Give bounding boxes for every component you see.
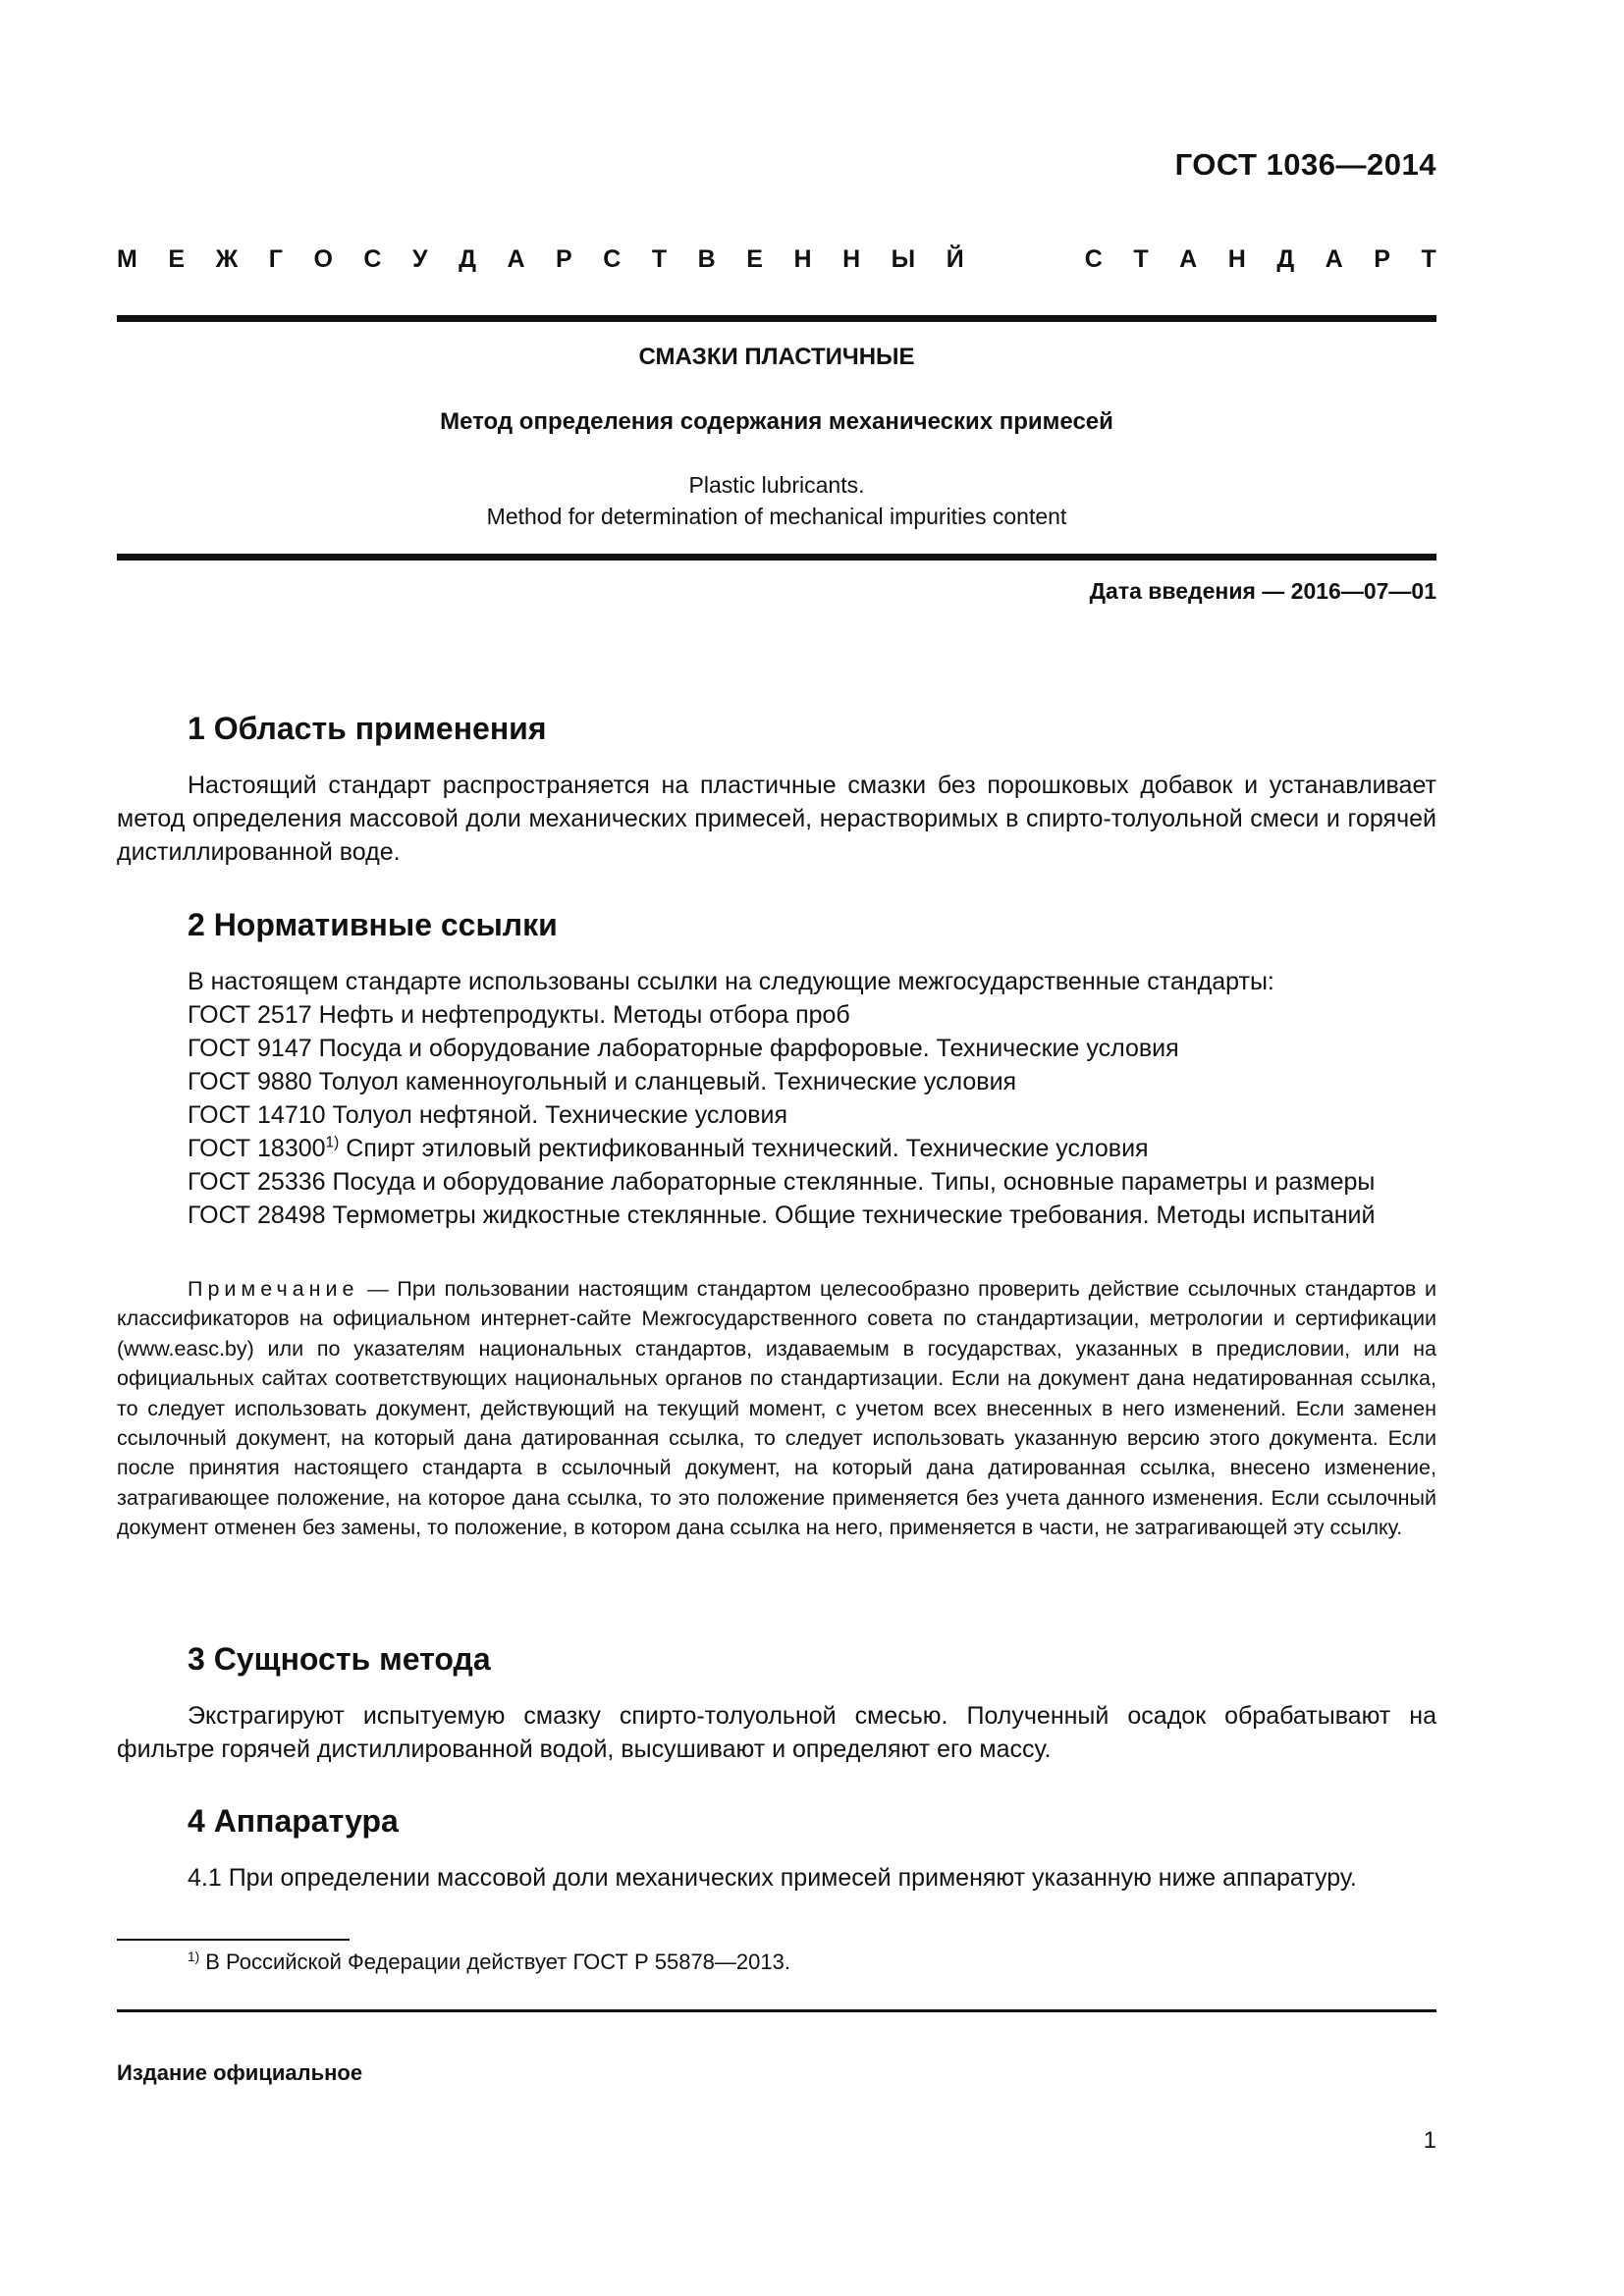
introduction-date: Дата введения — 2016—07—01 — [1089, 578, 1436, 604]
note-text: — При пользовании настоящим стандартом целесообразно проверить действие ссылочных стандартов и классификаторов на официальном интернет-сайте Межгосударственного совета по стандартизации, метрологии и сертификации (www.easc.by) или по указателям национальных стандартов, издаваемым в государствах, указанных в предисловии, или на официальных сайтах соответствующих национальных органов по стандартизации. Если на документ дана недатированная ссылка, то следует использовать документ, действующий на текущий момент, с учетом всех внесенных в него изменений. Если заменен ссылочный документ, на который дана датированная ссылка, то следует использовать указанную версию этого документа. Если после принятия настоящего стандарта в ссылочный документ, на который дана датированная ссылка, внесено изменение, затрагивающее положение, на которое дана ссылка, то это положение применяется без учета данного изменения. Если ссылочный документ отменен без замены, то положение, в котором дана ссылка на него, применяется в части, не затрагивающей эту ссылку. — [117, 1277, 1436, 1540]
kind-letter: О — [313, 245, 333, 273]
kind-letter: Й — [946, 245, 964, 273]
kind-letter: Г — [268, 245, 283, 273]
kind-letter: Н — [842, 245, 861, 273]
document-subtitle: Метод определения содержания механических примесей — [440, 408, 1113, 435]
kind-letter: Ы — [891, 245, 916, 273]
reference-title: Спирт этиловый ректификованный технический. Технические условия — [339, 1135, 1149, 1162]
reference-item — [188, 1132, 1436, 1165]
footnote-text: В Российской Федерации действует ГОСТ Р 55878—2013. — [199, 1949, 790, 1974]
section-paragraph: Настоящий стандарт распространяется на пластичные смазки без порошковых добавок и устанавливает метод определения массовой доли механических примесей, нерастворимых в спирто-толуольной смеси и горячей дистиллированной воде. — [117, 772, 1436, 866]
kind-letter: Е — [746, 245, 763, 273]
note-label: Примечание — [188, 1277, 359, 1301]
reference-item: ГОСТ 28498 Термометры жидкостные стеклянные. Общие технические требования. Методы испытаний — [188, 1201, 1376, 1229]
kind-letter: Т — [651, 245, 668, 273]
section-heading: 3 Сущность метода — [188, 1641, 491, 1677]
reference-item: ГОСТ 9147 Посуда и оборудование лабораторные фарфоровые. Технические условия — [188, 1035, 1179, 1062]
kind-letter: М — [117, 245, 137, 273]
footnote-marker: 1) — [188, 1949, 200, 1964]
footer-divider — [117, 2009, 1436, 2012]
kind-letter: Р — [1374, 245, 1390, 273]
kind-letter: Д — [1276, 245, 1295, 273]
section-heading: 4 Аппаратура — [188, 1803, 399, 1839]
reference-item: ГОСТ 9880 Толуол каменноугольный и сланцевый. Технические условия — [188, 1068, 1017, 1095]
reference-item: ГОСТ 25336 Посуда и оборудование лабораторные стеклянные. Типы, основные параметры и размеры — [188, 1168, 1376, 1196]
kind-letter: Т — [1421, 245, 1436, 273]
section-paragraph: 4.1 При определении массовой доли механических примесей применяют указанную ниже аппаратуру. — [188, 1864, 1357, 1892]
kind-letter: А — [1325, 245, 1343, 273]
reference-item: ГОСТ 14710 Толуол нефтяной. Технические условия — [188, 1101, 788, 1129]
word-gap — [995, 245, 1054, 274]
english-title-line: Method for determination of mechanical impurities content — [486, 504, 1067, 529]
kind-letter: С — [363, 245, 382, 273]
reference-item: ГОСТ 2517 Нефть и нефтепродукты. Методы отбора проб — [188, 1001, 850, 1029]
kind-letter: Р — [556, 245, 572, 273]
kind-letter: С — [603, 245, 622, 273]
kind-letter: У — [412, 245, 428, 273]
document-number: ГОСТ 1036—2014 — [1174, 147, 1436, 182]
kind-letter: С — [1084, 245, 1103, 273]
section-heading: 2 Нормативные ссылки — [188, 907, 558, 942]
kind-letter: Т — [1133, 245, 1149, 273]
kind-letter: А — [1179, 245, 1198, 273]
edition-label: Издание официальное — [117, 2060, 363, 2085]
kind-letter: Ж — [215, 245, 239, 273]
section-paragraph: Экстрагируют испытуемую смазку спирто-толуольной смесью. Полученный осадок обрабатывают на фильтре горячей дистиллированной водой, высушивают и определяют его массу. — [117, 1702, 1436, 1763]
kind-letter: В — [697, 245, 716, 273]
kind-letter: Н — [793, 245, 812, 273]
kind-letter: Д — [459, 245, 476, 273]
references-intro: В настоящем стандарте использованы ссылки на следующие межгосударственные стандарты: — [188, 968, 1274, 995]
standard-kind-heading — [117, 245, 1436, 274]
section-heading: 1 Область применения — [188, 711, 547, 746]
title-divider — [117, 554, 1436, 561]
reference-code: ГОСТ 18300 — [188, 1135, 326, 1162]
footnote-marker: 1) — [325, 1134, 340, 1151]
kind-letter: Е — [168, 245, 186, 273]
note-paragraph — [117, 1274, 1436, 1543]
kind-letter: А — [507, 245, 525, 273]
kind-letter: Н — [1227, 245, 1246, 273]
document-title: СМАЗКИ ПЛАСТИЧНЫЕ — [638, 344, 915, 370]
top-divider — [117, 315, 1436, 322]
english-title — [117, 469, 1436, 532]
footnote — [188, 1949, 790, 1975]
footnote-divider — [117, 1939, 350, 1941]
english-title-line: Plastic lubricants. — [688, 472, 865, 498]
page-number: 1 — [1423, 2127, 1436, 2154]
